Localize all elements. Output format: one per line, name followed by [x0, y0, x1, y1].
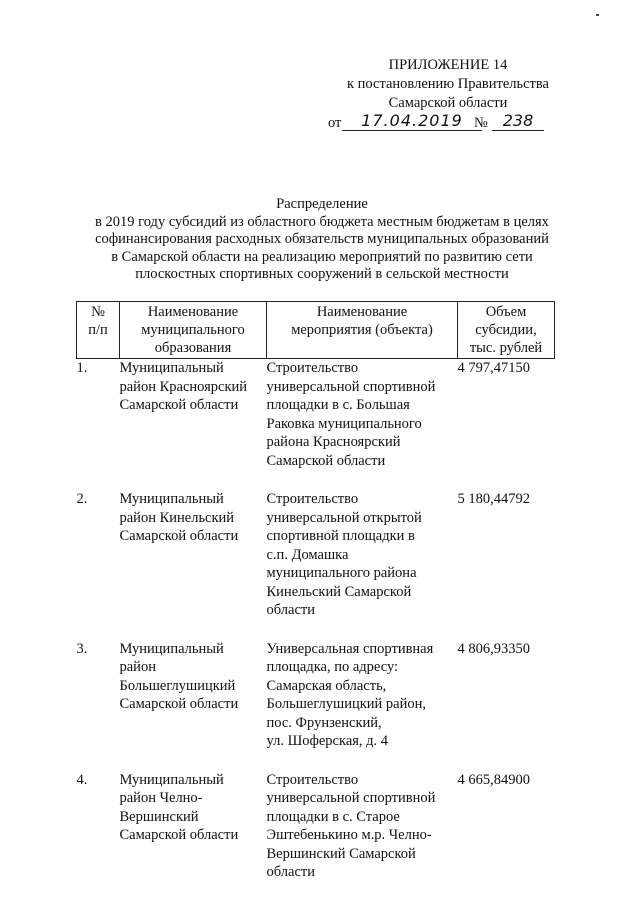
decree-number: 238	[492, 111, 544, 131]
header-event: Наименование мероприятия (объекта)	[267, 302, 458, 359]
row-municipality: Муниципальный район Большеглушицкий Самарской области	[119, 640, 239, 712]
row-number: 2.	[76, 491, 88, 507]
header-number: № п/п	[77, 302, 120, 359]
row-amount: 5 180,44792	[457, 491, 530, 507]
scan-speck	[596, 14, 599, 16]
row-municipality: Муниципальный район Кинельский Самарской области	[119, 491, 239, 544]
table-row	[77, 771, 555, 882]
row-event: Строительство универсальной спортивной площадки в с. Большая Раковка муниципального района Красноярский Самарской области	[266, 360, 436, 469]
row-amount: 4 665,84900	[457, 771, 530, 788]
number-sign: №	[474, 115, 488, 131]
title-line-2: в 2019 году субсидий из областного бюджета местным бюджетам в целях	[95, 213, 549, 230]
decree-signature-line	[326, 111, 566, 139]
date-prefix: от	[328, 115, 342, 131]
row-event: Строительство универсальной спортивной площадки в с. Старое Эштебенькино м.р. Челно- Вершинский Самарской области	[266, 771, 436, 880]
document-title	[72, 196, 572, 284]
table-header-row	[77, 302, 555, 359]
region-line: Самарской области	[388, 95, 508, 111]
row-event: Универсальная спортивная площадка, по адресу: Самарская область, Большеглушицкий район, пос. Фрунзенский, ул. Шоферская, д. 4	[266, 640, 434, 749]
row-number: 4.	[76, 771, 88, 788]
row-number: 3.	[76, 640, 88, 657]
row-spacer	[77, 620, 555, 640]
row-amount: 4 797,47150	[457, 360, 530, 376]
table-row	[77, 640, 555, 751]
appendix-label: ПРИЛОЖЕНИЕ 14	[388, 57, 508, 73]
appendix-header	[328, 56, 568, 113]
row-spacer	[77, 470, 555, 490]
title-line-1: Распределение	[276, 196, 368, 212]
title-line-5: плоскостных спортивных сооружений в сельской местности	[135, 266, 509, 282]
header-amount: Объем субсидии, тыс. рублей	[458, 302, 555, 359]
row-spacer	[77, 751, 555, 771]
table-row	[77, 359, 555, 471]
row-event: Строительство универсальной открытой спортивной площадки в с.п. Домашка муниципального района Кинельский Самарской области	[266, 491, 422, 618]
decree-date: 17.04.2019	[342, 111, 482, 131]
row-municipality: Муниципальный район Челно- Вершинский Самарской области	[119, 771, 239, 843]
decree-line: к постановлению Правительства	[347, 76, 549, 92]
row-amount: 4 806,93350	[457, 640, 530, 657]
title-line-4: в Самарской области на реализацию мероприятий по развитию сети	[111, 248, 533, 265]
table-row	[77, 490, 555, 620]
row-municipality: Муниципальный район Красноярский Самарской области	[119, 360, 248, 413]
subsidy-distribution-table	[76, 301, 555, 882]
header-municipality: Наименование муниципального образования	[120, 302, 267, 359]
title-line-3: софинансирования расходных обязательств муниципальных образований	[95, 231, 549, 247]
row-number: 1.	[76, 360, 88, 376]
